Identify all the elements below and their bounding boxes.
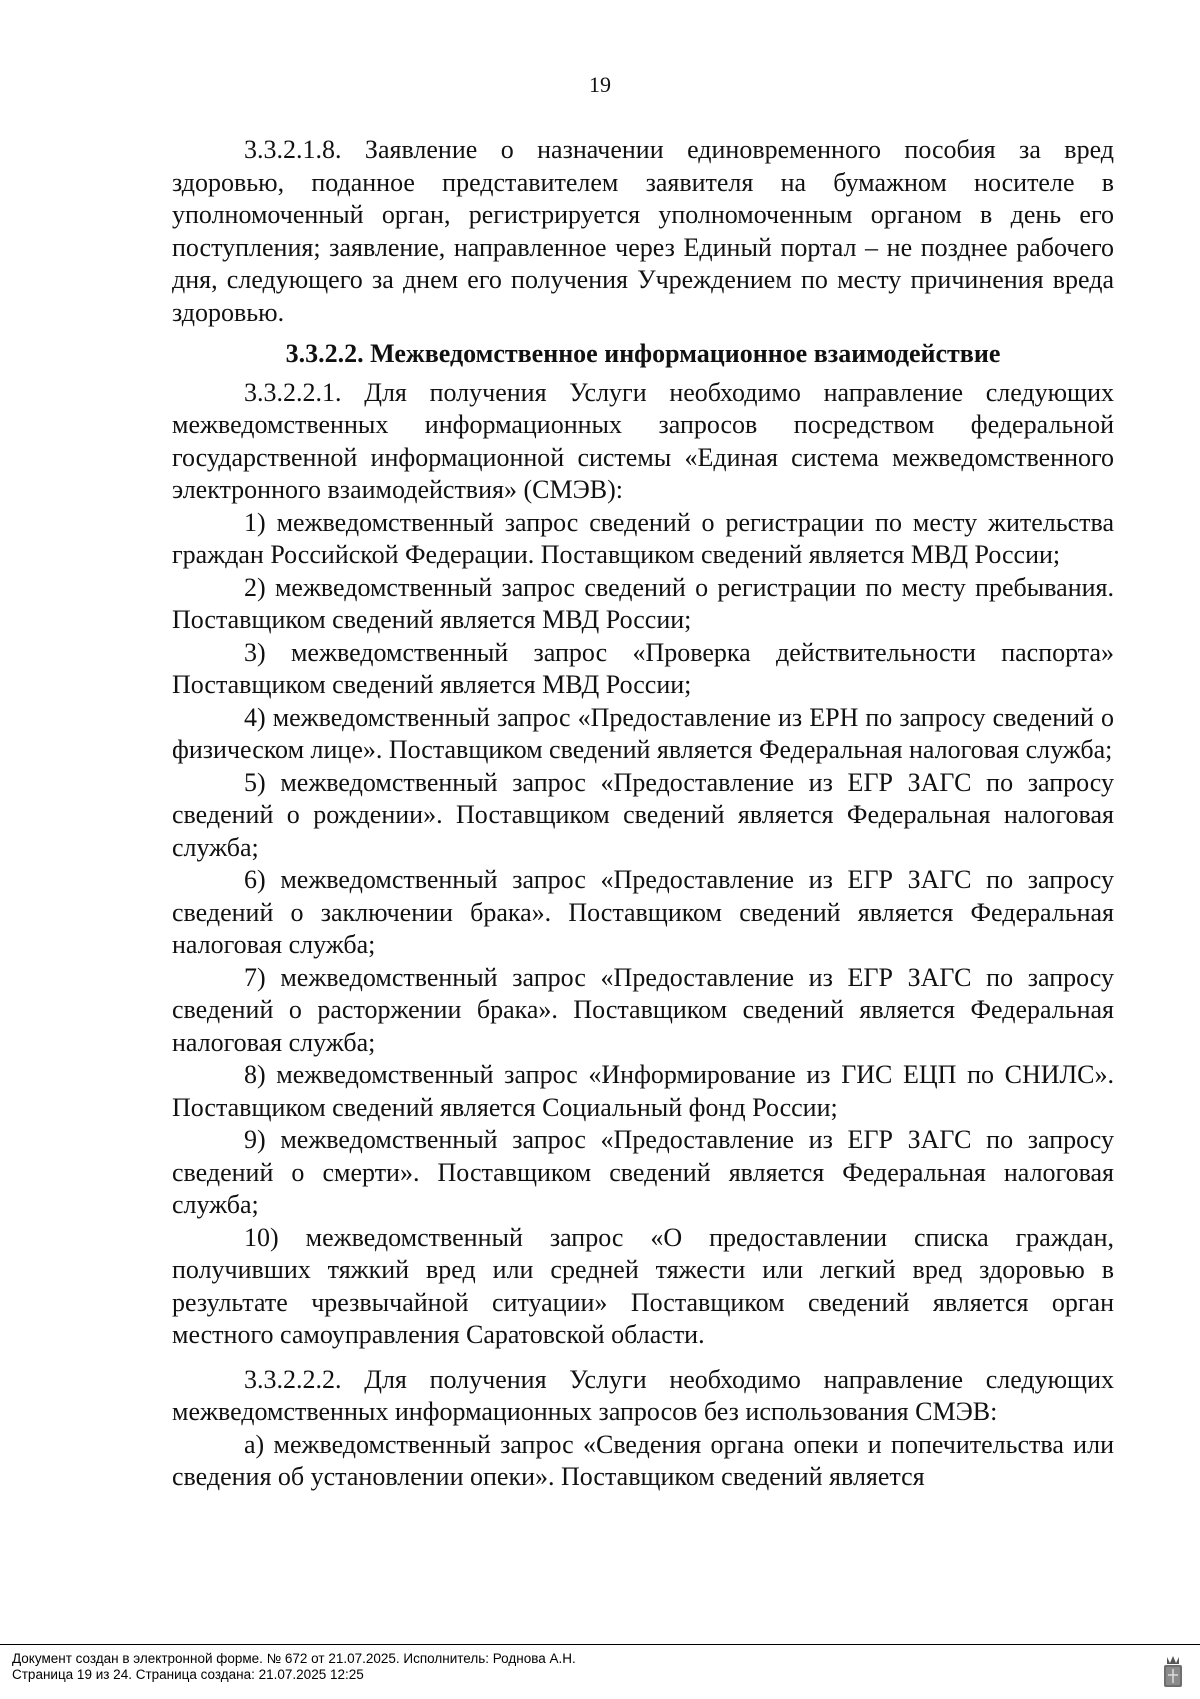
request-item-3: 3) межведомственный запрос «Проверка действительности паспорта» Поставщиком сведений является МВД России; bbox=[172, 637, 1114, 699]
request-item-5: 5) межведомственный запрос «Предоставление из ЕГР ЗАГС по запросу сведений о рождении». Поставщиком сведений является Федеральная налоговая служба; bbox=[172, 767, 1114, 862]
request-item-7: 7) межведомственный запрос «Предоставление из ЕГР ЗАГС по запросу сведений о расторжении брака». Поставщиком сведений является Федеральная налоговая служба; bbox=[172, 962, 1114, 1057]
request-item-9: 9) межведомственный запрос «Предоставление из ЕГР ЗАГС по запросу сведений о смерти». Поставщиком сведений является Федеральная налоговая служба; bbox=[172, 1125, 1114, 1219]
request-item-2: 2) межведомственный запрос сведений о регистрации по месту пребывания. Поставщиком сведений является МВД России; bbox=[172, 572, 1114, 634]
section-intro: 3.3.2.2.1. Для получения Услуги необходимо направление следующих межведомственных информационных запросов посредством федеральной государственной информационной системы «Единая система межведомственного электронного взаимодействия» (СМЭВ): bbox=[172, 377, 1114, 504]
coat-of-arms-icon bbox=[1162, 1653, 1184, 1689]
request-item-10: 10) межведомственный запрос «О предоставлении списка граждан, получивших тяжкий вред или средней тяжести или легкий вред здоровью в результате чрезвычайной ситуации» Поставщиком сведений является орган местного самоуправления Саратовской области. bbox=[172, 1222, 1114, 1349]
second-intro: 3.3.2.2.2. Для получения Услуги необходимо направление следующих межведомственных информационных запросов без использования СМЭВ: bbox=[172, 1364, 1114, 1426]
spacer bbox=[172, 1352, 1114, 1364]
page-number: 19 bbox=[589, 72, 611, 97]
request-item-8: 8) межведомственный запрос «Информирование из ГИС ЕЦП по СНИЛС». Поставщиком сведений является Социальный фонд России; bbox=[172, 1060, 1114, 1122]
request-item-1: 1) межведомственный запрос сведений о регистрации по месту жительства граждан Российской Федерации. Поставщиком сведений является МВД России; bbox=[172, 507, 1114, 569]
document-body bbox=[172, 134, 1114, 1494]
footer-line-1: Документ создан в электронной форме. № 672 от 21.07.2025. Исполнитель: Роднова А.Н. bbox=[12, 1651, 576, 1666]
second-item-a: а) межведомственный запрос «Сведения органа опеки и попечительства или сведения об установлении опеки». Поставщиком сведений является bbox=[172, 1429, 1114, 1491]
request-item-6: 6) межведомственный запрос «Предоставление из ЕГР ЗАГС по запросу сведений о заключении брака». Поставщиком сведений является Федеральная налоговая служба; bbox=[172, 865, 1114, 959]
section-heading: 3.3.2.2. Межведомственное информационное взаимодействие bbox=[285, 339, 1001, 368]
paragraph-3-3-2-1-8: 3.3.2.1.8. Заявление о назначении единовременного пособия за вред здоровью, поданное представителем заявителя на бумажном носителе в уполномоченный орган, регистрируется уполномоченным органом в день его поступления; заявление, направленное через Единый портал – не позднее рабочего дня, следующего за днем его получения Учреждением по месту причинения вреда здоровью. bbox=[172, 135, 1114, 327]
request-item-4: 4) межведомственный запрос «Предоставление из ЕРН по запросу сведений о физическом лице». Поставщиком сведений является Федеральная налоговая служба; bbox=[172, 702, 1114, 764]
document-footer bbox=[0, 1644, 1200, 1699]
footer-line-2: Страница 19 из 24. Страница создана: 21.07.2025 12:25 bbox=[12, 1667, 364, 1682]
footer-text bbox=[12, 1651, 576, 1683]
